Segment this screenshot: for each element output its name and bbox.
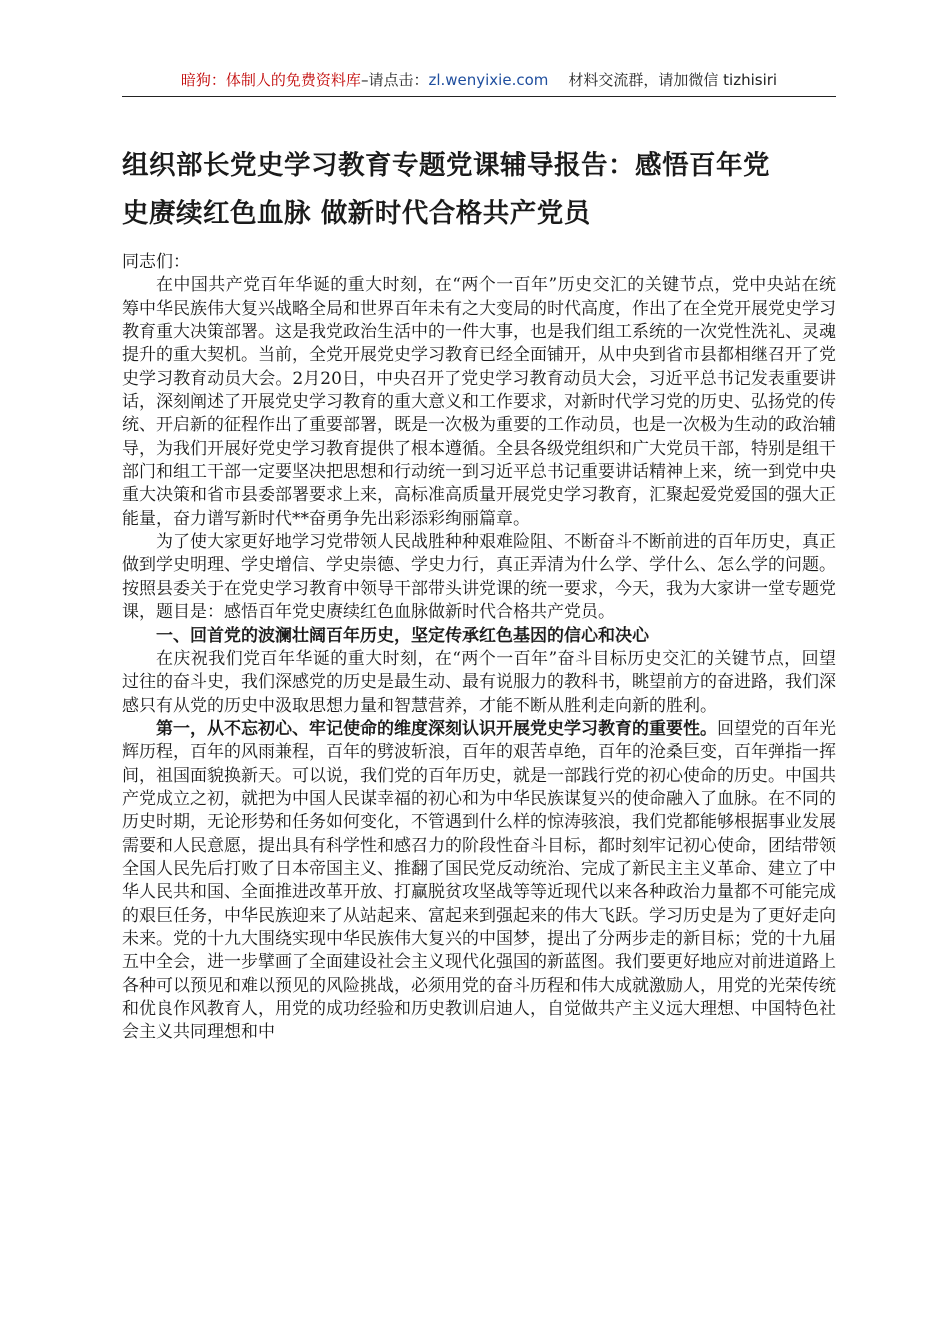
header-site-name: 暗狗：体制人的免费资料库: [180, 71, 361, 89]
title-line-2: 史赓续红色血脉 做新时代合格共产党员: [122, 198, 591, 229]
paragraph-section-intro: 在庆祝我们党百年华诞的重大时刻，在“两个一百年”奋斗目标历史交汇的关键节点，回望过往的奋斗史，我们深感党的历史是最生动、最有说服力的教科书，眺望前方的奋进路，我们深感只有从党的历史中汲取思想力量和智慧营养，才能不断从胜利走向新的胜利。: [122, 648, 836, 716]
title-line-1: 组织部长党史学习教育专题党课辅导报告：感悟百年党: [122, 150, 770, 181]
document-body: [122, 251, 836, 1045]
header-click-prompt: –请点击：: [360, 71, 429, 89]
point-1-lead: 第一，从不忘初心、牢记使命的维度深刻认识开展党史学习教育的重要性。: [156, 718, 717, 739]
document-title: [122, 142, 836, 238]
section-heading-1: 一、回首党的波澜壮阔百年历史，坚定传承红色基因的信心和决心: [156, 625, 649, 646]
paragraph-point-1: [122, 718, 836, 1045]
point-1-body: 回望党的百年光辉历程，百年的风雨兼程，百年的劈波斩浪，百年的艰苦卓绝，百年的沧桑巨变，百年弹指一挥间，祖国面貌换新天。可以说，我们党的百年历史，就是一部践行党的初心使命的历史。中国共产党成立之初，就把为中国人民谋幸福的初心和为中华民族谋复兴的使命融入了血脉。在不同的历史时期，无论形势和任务如何变化，不管遇到什么样的惊涛骇浪，我们党都能够根据事业发展需要和人民意愿，提出具有科学性和感召力的阶段性奋斗目标，都时刻牢记初心使命，团结带领全国人民先后打败了日本帝国主义、推翻了国民党反动统治、完成了新民主主义革命、建立了中华人民共和国、全面推进改革开放、打赢脱贫攻坚战等等近现代以来各种政治力量都不可能完成的艰巨任务，中华民族迎来了从站起来、富起来到强起来的伟大飞跃。学习历史是为了更好走向未来。党的十九大围绕实现中华民族伟大复兴的中国梦，提出了分两步走的新目标；党的十九届五中全会，进一步擘画了全面建设社会主义现代化强国的新蓝图。我们要更好地应对前进道路上各种可以预见和难以预见的风险挑战，必须用党的奋斗历程和伟大成就激励人，用党的光荣传统和优良作风教育人，用党的成功经验和历史教训启迪人，自觉做共产主义远大理想、中国特色社会主义共同理想和中: [122, 718, 836, 1043]
paragraph-intro: 在中国共产党百年华诞的重大时刻，在“两个一百年”历史交汇的关键节点，党中央站在统筹中华民族伟大复兴战略全局和世界百年未有之大变局的时代高度，作出了在全党开展党史学习教育重大决策部署。这是我党政治生活中的一件大事，也是我们组工系统的一次党性洗礼、灵魂提升的重大契机。当前，全党开展党史学习教育已经全面铺开，从中央到省市县都相继召开了党史学习教育动员大会。2月20日，中央召开了党史学习教育动员大会，习近平总书记发表重要讲话，深刻阐述了开展党史学习教育的重大意义和工作要求，对新时代学习党的历史、弘扬党的传统、开启新的征程作出了重要部署，既是一次极为重要的工作动员，也是一次极为生动的政治辅导，为我们开展好党史学习教育提供了根本遵循。全县各级党组织和广大党员干部，特别是组干部门和组工干部一定要坚决把思想和行动统一到习近平总书记重要讲话精神上来，统一到党中央重大决策和省市县委部署要求上来，高标准高质量开展党史学习教育，汇聚起爱党爱国的强大正能量，奋力谱写新时代**奋勇争先出彩添彩绚丽篇章。: [122, 275, 836, 529]
salutation: 同志们：: [122, 252, 190, 272]
paragraph-purpose: 为了使大家更好地学习党带领人民战胜种种艰难险阻、不断奋斗不断前进的百年历史，真正做到学史明理、学史增信、学史崇德、学史力行，真正弄清为什么学、学什么、怎么学的问题。按照县委关于在党史学习教育中领导干部带头讲党课的统一要求，今天，我为大家讲一堂专题党课，题目是：感悟百年党史赓续红色血脉做新时代合格共产党员。: [122, 532, 836, 623]
page-header: [122, 68, 836, 97]
header-group-note: 材料交流群，请加微信 tizhisiri: [568, 71, 778, 89]
header-url-link[interactable]: zl.wenyixie.com: [428, 71, 549, 89]
